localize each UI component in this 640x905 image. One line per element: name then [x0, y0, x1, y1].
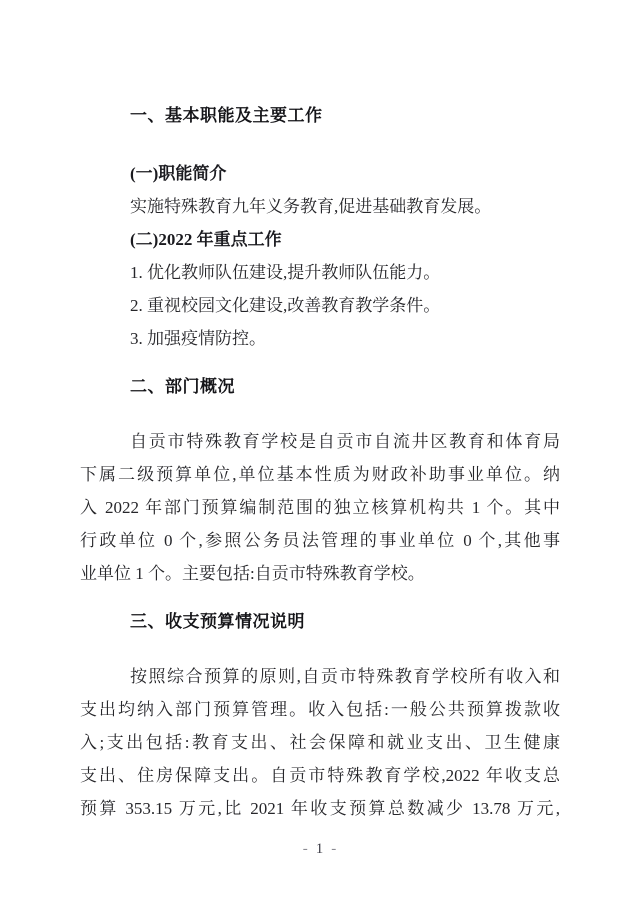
footer-right-dash: -	[331, 841, 338, 857]
section-heading: 一、基本职能及主要工作	[130, 106, 323, 125]
section-heading: 三、收支预算情况说明	[130, 612, 305, 631]
paragraph-line: 按照综合预算的原则,自贡市特殊教育学校所有收入和	[130, 667, 560, 686]
document-content	[80, 0, 560, 825]
subsection-heading: (二)2022 年重点工作	[130, 230, 282, 249]
footer-page-number: 1	[315, 841, 325, 857]
page-footer	[0, 836, 640, 862]
section-heading: 二、部门概况	[130, 377, 235, 396]
subsection-heading: (一)职能简介	[130, 164, 227, 183]
paragraph-line: 支出均纳入部门预算管理。收入包括:一般公共预算拨款收	[80, 700, 560, 719]
paragraph-line: 入 2022 年部门预算编制范围的独立核算机构共 1 个。其中	[80, 498, 560, 517]
list-line: 2. 重视校园文化建设,改善教育教学条件。	[130, 296, 441, 315]
paragraph-line: 预算 353.15 万元,比 2021 年收支预算总数减少 13.78 万元,	[80, 799, 560, 818]
paragraph-line: 入;支出包括:教育支出、社会保障和就业支出、卫生健康	[80, 733, 560, 752]
footer-left-dash: -	[302, 841, 309, 857]
paragraph-line: 自贡市特殊教育学校是自贡市自流井区教育和体育局	[130, 432, 560, 451]
list-line: 实施特殊教育九年义务教育,促进基础教育发展。	[130, 197, 492, 216]
paragraph-line: 支出、住房保障支出。自贡市特殊教育学校,2022 年收支总	[80, 766, 560, 785]
paragraph-line: 下属二级预算单位,单位基本性质为财政补助事业单位。纳	[80, 465, 560, 484]
list-line: 1. 优化教师队伍建设,提升教师队伍能力。	[130, 263, 441, 282]
paragraph-line: 业单位 1 个。主要包括:自贡市特殊教育学校。	[80, 564, 425, 583]
list-line: 3. 加强疫情防控。	[130, 329, 266, 348]
paragraph-line: 行政单位 0 个,参照公务员法管理的事业单位 0 个,其他事	[80, 531, 560, 550]
